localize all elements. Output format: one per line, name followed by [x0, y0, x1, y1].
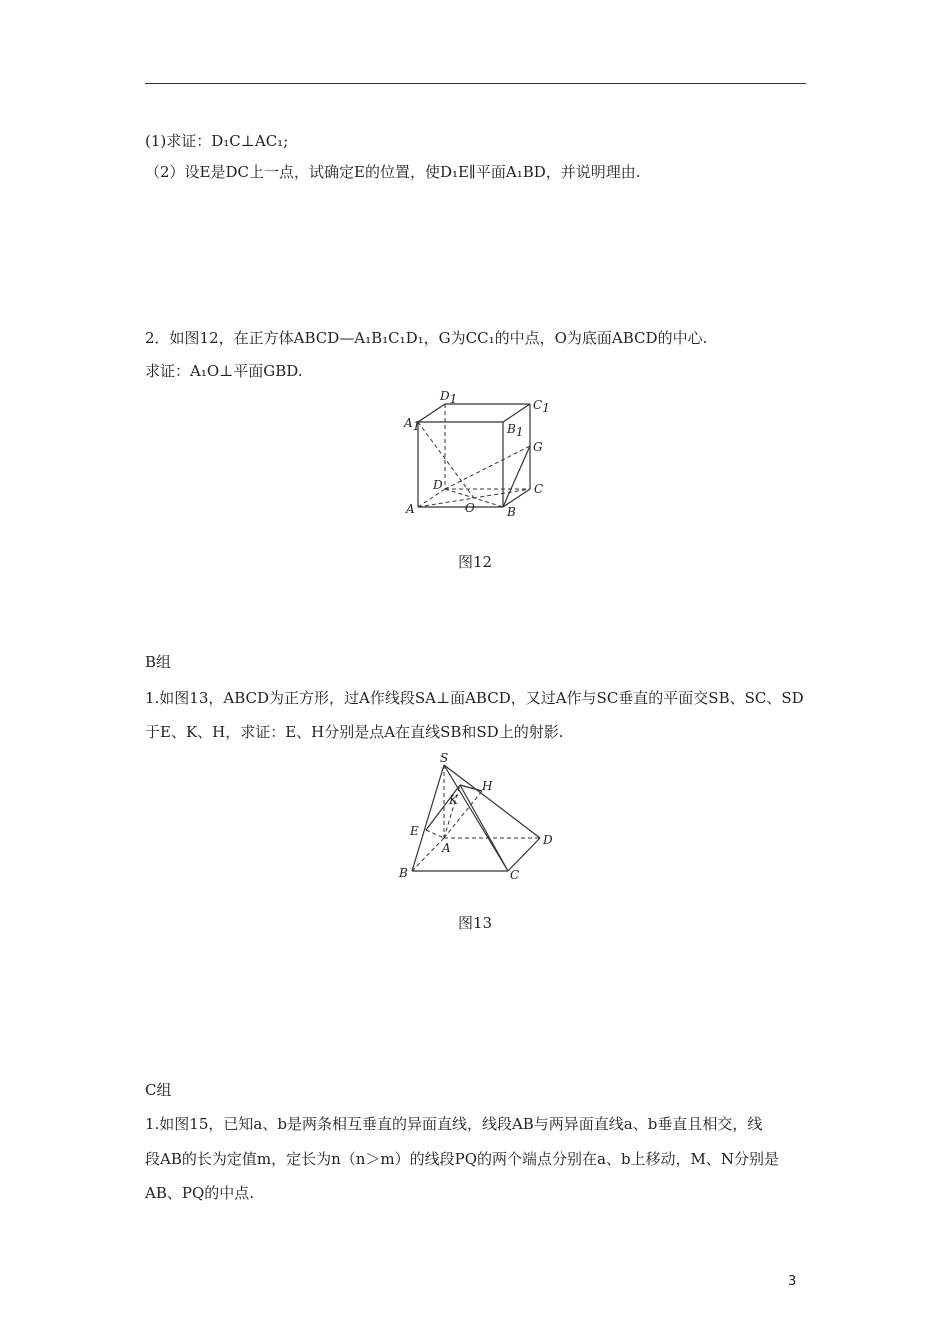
- label-C1: C1: [533, 398, 550, 415]
- label-D: D: [433, 478, 443, 492]
- label-E: E: [410, 824, 419, 838]
- figure-12-cube: [400, 388, 560, 523]
- label-K: K: [449, 793, 458, 807]
- section-b-title: B组: [145, 653, 172, 671]
- page-number: 3: [788, 1274, 797, 1289]
- label-G: G: [533, 440, 543, 454]
- label-C: C: [534, 482, 544, 496]
- text-line-11: AB、PQ的中点.: [145, 1184, 255, 1202]
- label-O: O: [465, 501, 475, 515]
- label-B: B: [399, 866, 408, 880]
- section-c-title: C组: [145, 1081, 172, 1099]
- label-A: A: [406, 502, 415, 516]
- label-C: C: [510, 868, 520, 882]
- label-S: S: [440, 751, 449, 765]
- figure-12-caption: 图12: [457, 553, 493, 571]
- text-line-6: 1.如图13，ABCD为正方形，过A作线段SA⊥面ABCD，又过A作与SC垂直的平面交SB、SC、SD: [145, 689, 804, 707]
- label-A: A: [442, 841, 451, 855]
- label-D1: D1: [440, 389, 458, 406]
- header-rule: [145, 83, 806, 84]
- text-line-2: （2）设E是DC上一点，试确定E的位置，使D₁E∥平面A₁BD，并说明理由.: [145, 163, 641, 181]
- text-line-7: 于E、K、H，求证：E、H分别是点A在直线SB和SD上的射影.: [145, 723, 564, 741]
- label-H: H: [482, 779, 493, 793]
- label-D: D: [543, 833, 553, 847]
- text-line-1: (1)求证：D₁C⊥AC₁;: [145, 132, 289, 150]
- label-B1: B1: [507, 422, 524, 439]
- text-line-9: 1.如图15，已知a、b是两条相互垂直的异面直线，线段AB与两异面直线a、b垂直且相交，线: [145, 1115, 763, 1133]
- figure-13-caption: 图13: [457, 914, 493, 932]
- figure-13-pyramid: [395, 748, 560, 883]
- label-B: B: [507, 505, 516, 519]
- text-line-3: 2．如图12，在正方体ABCD—A₁B₁C₁D₁，G为CC₁的中点，O为底面ABCD的中心.: [145, 329, 708, 347]
- text-line-4: 求证：A₁O⊥平面GBD.: [145, 362, 303, 380]
- text-line-10: 段AB的长为定值m，定长为n（n＞m）的线段PQ的两个端点分别在a、b上移动，M、N分别是: [145, 1150, 780, 1168]
- label-A1: A1: [404, 416, 421, 433]
